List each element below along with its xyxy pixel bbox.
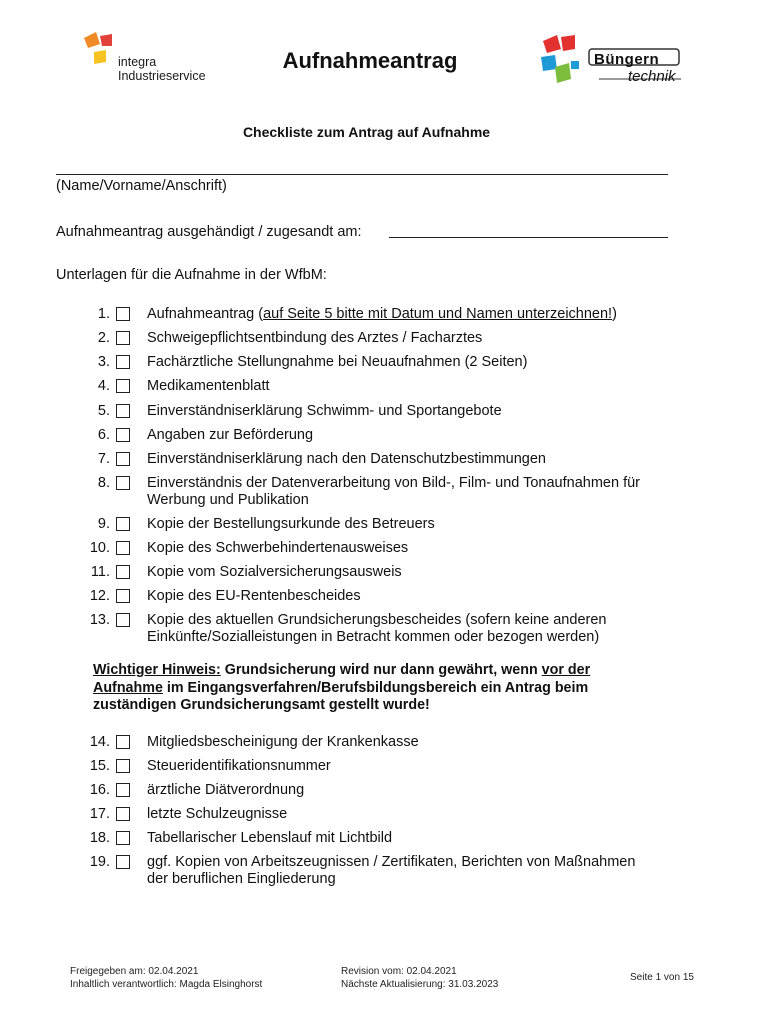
item-number: 14. xyxy=(89,734,110,750)
important-note: Wichtiger Hinweis: Grundsicherung wird nur dann gewährt, wenn vor der Aufnahme im Eingangsverfahren/Berufsbildungsbereich ein Antrag beim zuständigen Grundsicherungsamt gestellt wurde! xyxy=(93,662,591,713)
item-number: 3. xyxy=(97,354,110,370)
item-label: Mitgliedsbescheinigung der Krankenkasse xyxy=(147,734,419,750)
item-number: 10. xyxy=(89,540,110,556)
buengern-logo-text-1: Büngern xyxy=(594,51,660,68)
item-number: 16. xyxy=(89,782,110,798)
item-number: 13. xyxy=(89,612,110,628)
checkbox-item-14[interactable] xyxy=(116,735,130,749)
item-label: Kopie des aktuellen Grundsicherungsbescheides (sofern keine anderen Einkünfte/Sozialleistungen in Betracht kommen oder bezogen werden) xyxy=(147,612,607,645)
checkbox-item-2[interactable] xyxy=(116,331,130,345)
item-number: 1. xyxy=(97,306,110,322)
footer-responsible: Inhaltlich verantwortlich: Magda Elsinghorst xyxy=(70,978,263,990)
item-label: ggf. Kopien von Arbeitszeugnissen / Zertifikaten, Berichten von Maßnahmen der beruflichen Eingliederung xyxy=(147,854,636,887)
item-label: Medikamentenblatt xyxy=(147,378,270,394)
item-number: 17. xyxy=(89,806,110,822)
documents-heading: Unterlagen für die Aufnahme in der WfbM: xyxy=(56,267,327,283)
name-caption: (Name/Vorname/Anschrift) xyxy=(56,178,227,194)
item-number: 6. xyxy=(97,427,110,443)
checkbox-item-10[interactable] xyxy=(116,541,130,555)
item-label: Kopie der Bestellungsurkunde des Betreuers xyxy=(147,516,435,532)
checkbox-item-4[interactable] xyxy=(116,379,130,393)
checkbox-item-3[interactable] xyxy=(116,355,130,369)
footer-next-update: Nächste Aktualisierung: 31.03.2023 xyxy=(341,978,499,990)
item-number: 15. xyxy=(89,758,110,774)
item-number: 5. xyxy=(97,403,110,419)
checkbox-item-12[interactable] xyxy=(116,589,130,603)
item-label: Fachärztliche Stellungnahme bei Neuaufnahmen (2 Seiten) xyxy=(147,354,528,370)
footer-revision-date: Revision vom: 02.04.2021 xyxy=(341,966,457,977)
item-label: Angaben zur Beförderung xyxy=(147,427,314,443)
footer-revision xyxy=(341,966,498,991)
item-number: 11. xyxy=(90,564,110,580)
note-label: Wichtiger Hinweis: xyxy=(93,662,221,678)
item-label: Kopie des Schwerbehindertenausweises xyxy=(147,540,409,556)
item-label: Kopie des EU-Rentenbescheides xyxy=(147,588,361,604)
item-label: Einverständniserklärung nach den Datenschutzbestimmungen xyxy=(147,451,546,467)
checkbox-item-17[interactable] xyxy=(116,807,130,821)
checkbox-item-9[interactable] xyxy=(116,517,130,531)
footer-approval xyxy=(70,966,262,991)
buengern-logo-text-2: technik xyxy=(628,68,676,85)
checkbox-item-5[interactable] xyxy=(116,404,130,418)
item-number: 9. xyxy=(97,516,110,532)
item-number: 18. xyxy=(89,830,110,846)
integra-logo-line2: Industrieservice xyxy=(118,69,206,83)
item-label: Einverständniserklärung Schwimm- und Sportangebote xyxy=(147,403,502,419)
checkbox-item-11[interactable] xyxy=(116,565,130,579)
checkbox-item-15[interactable] xyxy=(116,759,130,773)
item-label: Einverständnis der Datenverarbeitung von Bild-, Film- und Tonaufnahmen für Werbung und Publikation xyxy=(147,475,640,508)
item-number: 8. xyxy=(97,475,110,491)
integra-logo-line1: integra xyxy=(118,55,157,69)
checkbox-item-1[interactable] xyxy=(116,307,130,321)
item-label: Aufnahmeantrag (auf Seite 5 bitte mit Datum und Namen unterzeichnen!) xyxy=(147,306,617,322)
checkbox-item-18[interactable] xyxy=(116,831,130,845)
item-label: ärztliche Diätverordnung xyxy=(147,782,305,798)
checkbox-item-16[interactable] xyxy=(116,783,130,797)
item-number: 4. xyxy=(97,378,110,394)
item-label: Kopie vom Sozialversicherungsausweis xyxy=(147,564,402,580)
item-number: 19. xyxy=(89,854,110,870)
checkbox-item-7[interactable] xyxy=(116,452,130,466)
footer-page-number: Seite 1 von 15 xyxy=(630,972,694,983)
checkbox-item-19[interactable] xyxy=(116,855,130,869)
page-title: Aufnahmeantrag xyxy=(282,48,458,73)
checkbox-item-6[interactable] xyxy=(116,428,130,442)
item-label: letzte Schulzeugnisse xyxy=(147,806,288,822)
handover-label: Aufnahmeantrag ausgehändigt / zugesandt am: xyxy=(56,224,362,240)
item-label: Steueridentifikationsnummer xyxy=(147,758,331,774)
item-number: 7. xyxy=(97,451,110,467)
footer-released: Freigegeben am: 02.04.2021 xyxy=(70,966,199,977)
checkbox-item-13[interactable] xyxy=(116,613,130,627)
name-entry-line xyxy=(56,174,668,175)
item-number: 12. xyxy=(89,588,110,604)
item-label: Tabellarischer Lebenslauf mit Lichtbild xyxy=(147,830,393,846)
item-number: 2. xyxy=(97,330,110,346)
item-label: Schweigepflichtsentbindung des Arztes / Facharztes xyxy=(147,330,483,346)
handover-date-line xyxy=(389,237,668,238)
checklist-subtitle: Checkliste zum Antrag auf Aufnahme xyxy=(242,124,491,140)
checkbox-item-8[interactable] xyxy=(116,476,130,490)
